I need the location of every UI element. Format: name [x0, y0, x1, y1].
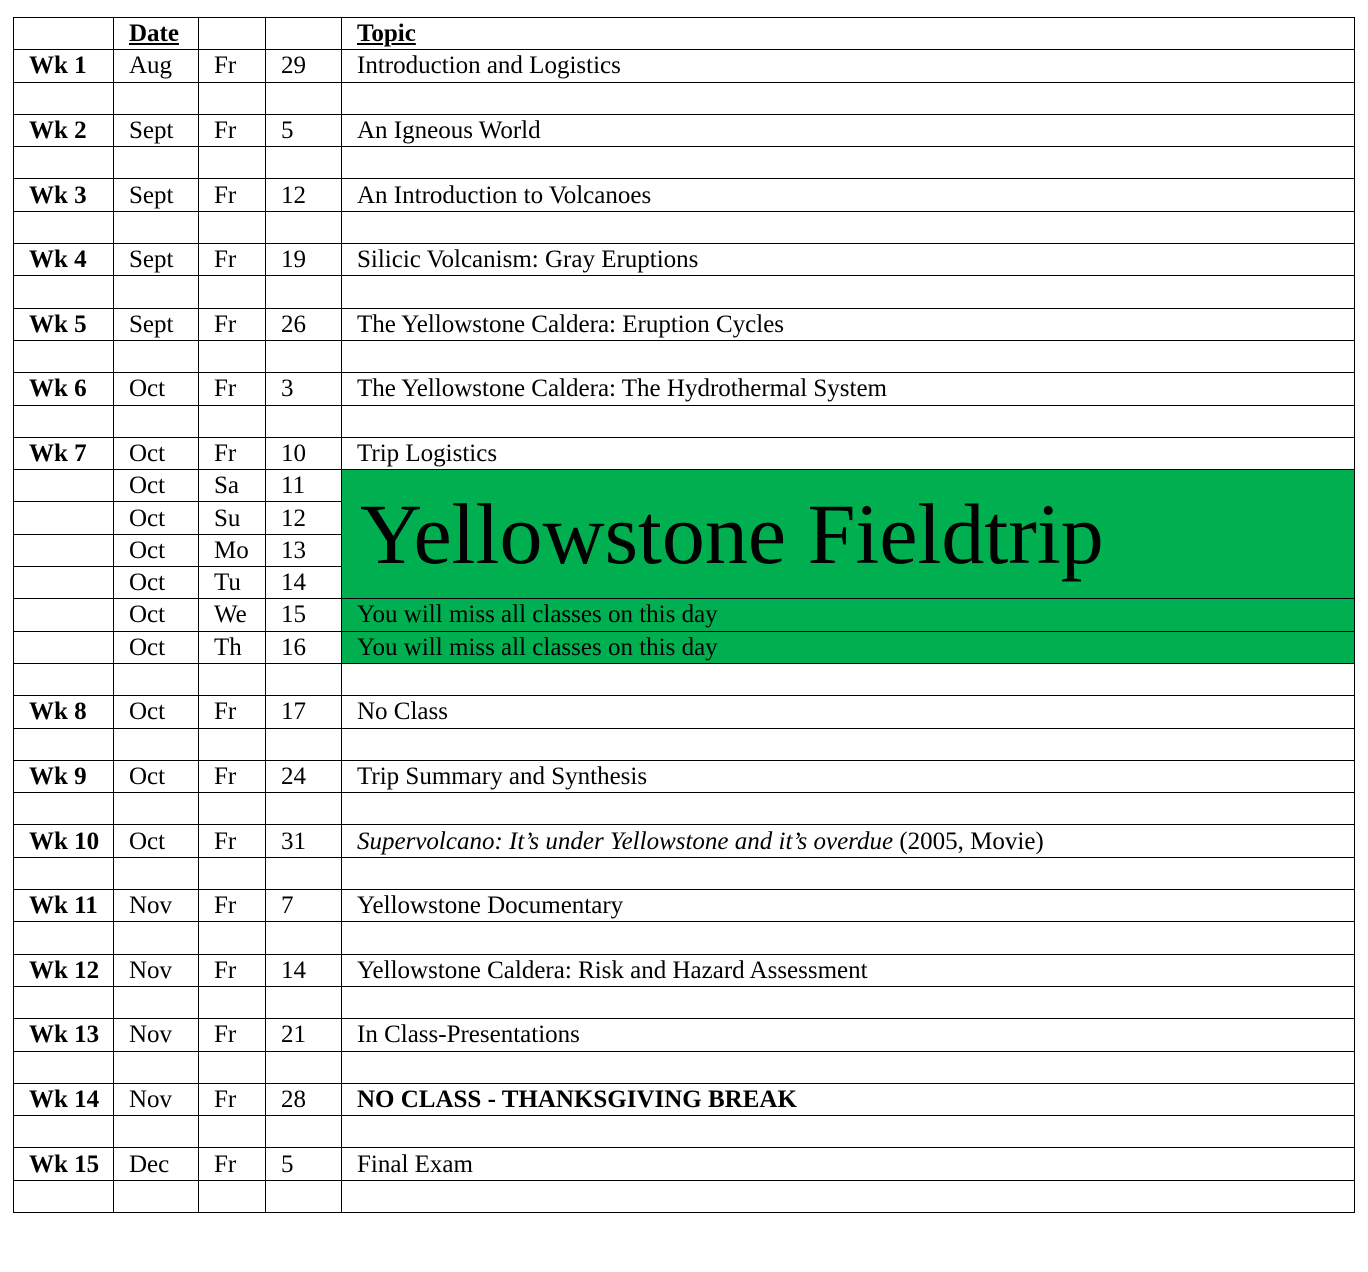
- fieldtrip-row: [14, 631, 1355, 663]
- month-cell: Oct: [114, 470, 199, 502]
- topic-cell: An Igneous World: [342, 114, 1355, 146]
- date-cell: 29: [266, 50, 342, 82]
- topic-cell: In Class-Presentations: [342, 1019, 1355, 1051]
- table-row: [14, 825, 1355, 857]
- table-row: [14, 244, 1355, 276]
- table-row: [14, 114, 1355, 146]
- fieldtrip-row: [14, 470, 1355, 502]
- date-cell: 10: [266, 437, 342, 469]
- date-cell: 14: [266, 954, 342, 986]
- spacer-row: [14, 211, 1355, 243]
- month-cell: Nov: [114, 954, 199, 986]
- month-cell: Sept: [114, 244, 199, 276]
- spacer-row: [14, 1051, 1355, 1083]
- week-label: Wk 14: [14, 1083, 114, 1115]
- date-cell: 21: [266, 1019, 342, 1051]
- weekday-cell: Fr: [199, 244, 266, 276]
- table-row: [14, 954, 1355, 986]
- header-week: [14, 18, 114, 50]
- movie-info: (2005, Movie): [893, 827, 1044, 855]
- month-cell: Sept: [114, 308, 199, 340]
- month-cell: Nov: [114, 1083, 199, 1115]
- table-row: [14, 890, 1355, 922]
- month-cell: Dec: [114, 1148, 199, 1180]
- date-cell: 12: [266, 502, 342, 534]
- month-cell: Oct: [114, 437, 199, 469]
- spacer-row: [14, 340, 1355, 372]
- topic-cell: Yellowstone Documentary: [342, 890, 1355, 922]
- weekday-cell: Fr: [199, 179, 266, 211]
- header-date: Date: [114, 18, 199, 50]
- date-cell: 31: [266, 825, 342, 857]
- date-cell: 5: [266, 114, 342, 146]
- missed-class-note: You will miss all classes on this day: [342, 599, 1355, 631]
- week-label: Wk 7: [14, 437, 114, 469]
- table-row: [14, 50, 1355, 82]
- topic-cell: Trip Logistics: [342, 437, 1355, 469]
- header-day: [199, 18, 266, 50]
- month-cell: Oct: [114, 502, 199, 534]
- topic-cell: The Yellowstone Caldera: The Hydrothermal System: [342, 373, 1355, 405]
- weekday-cell: Fr: [199, 760, 266, 792]
- weekday-cell: Th: [199, 631, 266, 663]
- topic-cell: The Yellowstone Caldera: Eruption Cycles: [342, 308, 1355, 340]
- topic-cell: Final Exam: [342, 1148, 1355, 1180]
- week-label: Wk 3: [14, 179, 114, 211]
- date-cell: 16: [266, 631, 342, 663]
- month-cell: Oct: [114, 696, 199, 728]
- table-row: [14, 373, 1355, 405]
- weekday-cell: Fr: [199, 308, 266, 340]
- weekday-cell: Fr: [199, 373, 266, 405]
- movie-title: Supervolcano: It’s under Yellowstone and it’s overdue: [357, 827, 894, 855]
- week-label: Wk 2: [14, 114, 114, 146]
- table-row: [14, 1083, 1355, 1115]
- date-cell: 26: [266, 308, 342, 340]
- weekday-cell: Fr: [199, 114, 266, 146]
- topic-cell: NO CLASS - THANKSGIVING BREAK: [342, 1083, 1355, 1115]
- table-row: [14, 437, 1355, 469]
- fieldtrip-banner: Yellowstone Fieldtrip: [342, 470, 1355, 599]
- date-cell: 24: [266, 760, 342, 792]
- weekday-cell: Fr: [199, 1148, 266, 1180]
- month-cell: Oct: [114, 373, 199, 405]
- header-num: [266, 18, 342, 50]
- weekday-cell: Fr: [199, 1019, 266, 1051]
- spacer-row: [14, 1180, 1355, 1212]
- date-cell: 19: [266, 244, 342, 276]
- weekday-cell: Fr: [199, 437, 266, 469]
- weekday-cell: Sa: [199, 470, 266, 502]
- spacer-row: [14, 857, 1355, 889]
- missed-class-note: You will miss all classes on this day: [342, 631, 1355, 663]
- topic-cell: Trip Summary and Synthesis: [342, 760, 1355, 792]
- table-row: [14, 1019, 1355, 1051]
- topic-cell: Yellowstone Caldera: Risk and Hazard Assessment: [342, 954, 1355, 986]
- table-row: [14, 308, 1355, 340]
- header-topic: Topic: [342, 18, 1355, 50]
- spacer-row: [14, 986, 1355, 1018]
- table-row: [14, 179, 1355, 211]
- month-cell: Oct: [114, 534, 199, 566]
- weekday-cell: We: [199, 599, 266, 631]
- month-cell: Nov: [114, 1019, 199, 1051]
- spacer-row: [14, 1116, 1355, 1148]
- date-cell: 11: [266, 470, 342, 502]
- fieldtrip-row: [14, 599, 1355, 631]
- month-cell: Oct: [114, 567, 199, 599]
- weekday-cell: Fr: [199, 50, 266, 82]
- week-label: Wk 5: [14, 308, 114, 340]
- month-cell: Sept: [114, 179, 199, 211]
- month-cell: Oct: [114, 825, 199, 857]
- week-label: Wk 12: [14, 954, 114, 986]
- spacer-row: [14, 922, 1355, 954]
- spacer-row: [14, 793, 1355, 825]
- topic-cell: [342, 825, 1355, 857]
- date-cell: 14: [266, 567, 342, 599]
- weekday-cell: Mo: [199, 534, 266, 566]
- month-cell: Oct: [114, 631, 199, 663]
- weekday-cell: Su: [199, 502, 266, 534]
- header-row: [14, 18, 1355, 50]
- spacer-row: [14, 728, 1355, 760]
- spacer-row: [14, 82, 1355, 114]
- week-label: Wk 1: [14, 50, 114, 82]
- date-cell: 28: [266, 1083, 342, 1115]
- month-cell: Nov: [114, 890, 199, 922]
- spacer-row: [14, 147, 1355, 179]
- week-label: Wk 11: [14, 890, 114, 922]
- month-cell: Aug: [114, 50, 199, 82]
- topic-cell: An Introduction to Volcanoes: [342, 179, 1355, 211]
- week-label: Wk 6: [14, 373, 114, 405]
- month-cell: Oct: [114, 599, 199, 631]
- table-row: [14, 1148, 1355, 1180]
- month-cell: Sept: [114, 114, 199, 146]
- table-row: [14, 696, 1355, 728]
- date-cell: 5: [266, 1148, 342, 1180]
- topic-cell: Introduction and Logistics: [342, 50, 1355, 82]
- weekday-cell: Fr: [199, 954, 266, 986]
- week-label: Wk 15: [14, 1148, 114, 1180]
- spacer-row: [14, 276, 1355, 308]
- date-cell: 17: [266, 696, 342, 728]
- week-label: Wk 8: [14, 696, 114, 728]
- week-label: Wk 10: [14, 825, 114, 857]
- spacer-row: [14, 405, 1355, 437]
- topic-cell: Silicic Volcanism: Gray Eruptions: [342, 244, 1355, 276]
- week-label: Wk 4: [14, 244, 114, 276]
- date-cell: 7: [266, 890, 342, 922]
- weekday-cell: Fr: [199, 825, 266, 857]
- weekday-cell: Tu: [199, 567, 266, 599]
- schedule-table: [13, 17, 1355, 1213]
- weekday-cell: Fr: [199, 696, 266, 728]
- table-row: [14, 760, 1355, 792]
- date-cell: 3: [266, 373, 342, 405]
- date-cell: 12: [266, 179, 342, 211]
- date-cell: 13: [266, 534, 342, 566]
- date-cell: 15: [266, 599, 342, 631]
- weekday-cell: Fr: [199, 890, 266, 922]
- week-label: Wk 13: [14, 1019, 114, 1051]
- weekday-cell: Fr: [199, 1083, 266, 1115]
- spacer-row: [14, 663, 1355, 695]
- topic-cell: No Class: [342, 696, 1355, 728]
- month-cell: Oct: [114, 760, 199, 792]
- week-label: Wk 9: [14, 760, 114, 792]
